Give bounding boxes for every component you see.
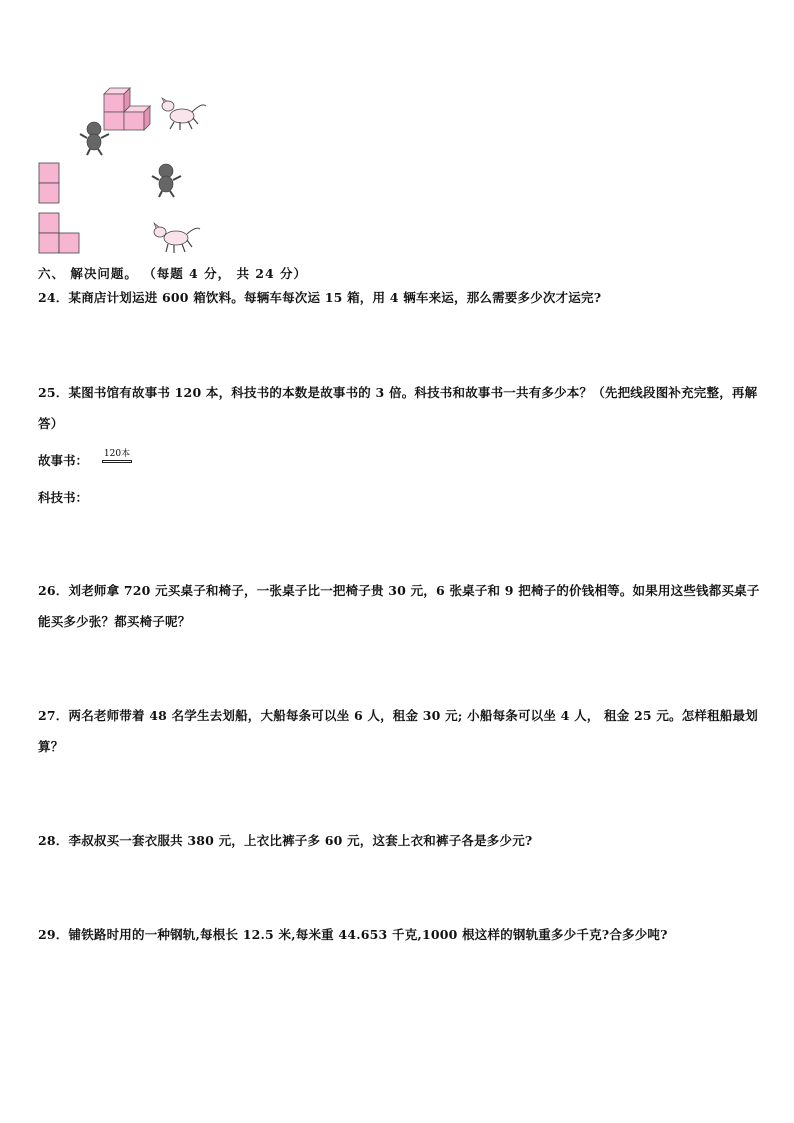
question-number: 24． — [38, 290, 69, 305]
side-view-grid — [38, 212, 84, 256]
question-number: 29． — [38, 927, 69, 942]
story-book-segment — [100, 449, 134, 465]
dog-icon — [158, 96, 210, 132]
question-number: 27． — [38, 708, 69, 723]
question-number: 26． — [38, 583, 69, 598]
question-26 — [38, 575, 762, 637]
question-number: 25． — [38, 385, 69, 400]
science-book-label: 科技书： — [38, 490, 89, 505]
question-text: 两名老师带着 48 名学生去划船，大船每条可以坐 6 人，租金 30 元; 小船每条可以坐 4 人， 租金 25 元。怎样租船最划算？ — [38, 708, 758, 754]
question-29 — [38, 919, 762, 950]
question-27 — [38, 700, 762, 762]
section-title: 六、 解决问题。 （每题 4 分， 共 24 分） — [38, 266, 308, 281]
monkey-icon — [78, 120, 112, 156]
question-text: 铺铁路时用的一种钢轨,每根长 12.5 米,每米重 44.653 千克,1000 根这样的钢轨重多少千克?合多少吨? — [68, 927, 668, 942]
question-24 — [38, 282, 762, 313]
segment-value-label: 120本 — [103, 449, 131, 459]
story-book-label: 故事书： — [38, 453, 89, 468]
question-text: 刘老师拿 720 元买桌子和椅子，一张桌子比一把椅子贵 30 元，6 张桌子和 9 把椅子的价钱相等。如果用这些钱都买桌子能买多少张？都买椅子呢？ — [38, 583, 760, 629]
dog-icon — [150, 220, 202, 256]
question-28 — [38, 825, 762, 856]
segment-line — [102, 460, 132, 463]
front-view-grid — [38, 162, 62, 204]
question-text: 某图书馆有故事书 120 本，科技书的本数是故事书的 3 倍。科技书和故事书一共有多少本？（先把线段图补充完整，再解答） — [38, 385, 758, 431]
question-text: 某商店计划运进 600 箱饮料。每辆车每次运 15 箱，用 4 辆车来运，那么需要多少次才运完? — [68, 290, 602, 305]
question-25 — [38, 377, 762, 439]
question-number: 28． — [38, 833, 69, 848]
monkey-icon — [150, 162, 184, 198]
question-text: 李叔叔买一套衣服共 380 元，上衣比裤子多 60 元，这套上衣和裤子各是多少元? — [68, 833, 533, 848]
